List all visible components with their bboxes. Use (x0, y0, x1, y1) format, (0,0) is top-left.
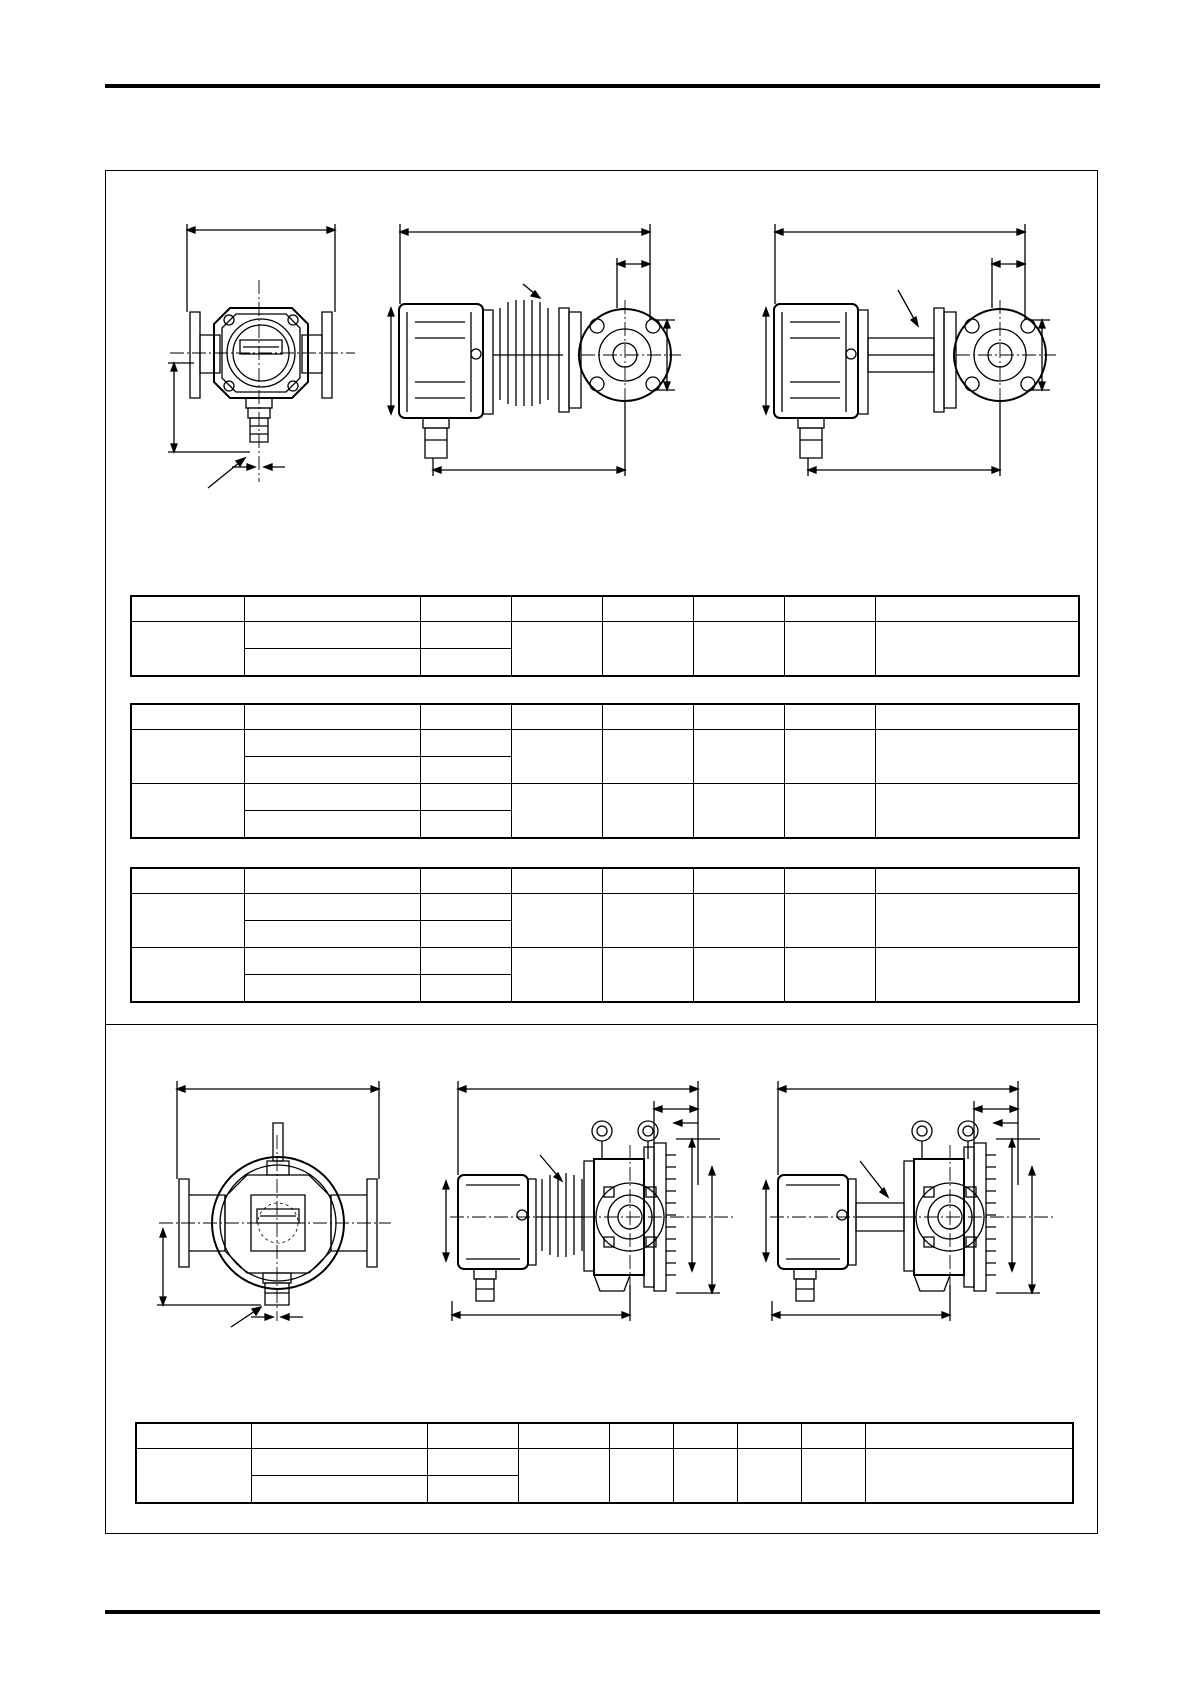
table-cell (609, 1449, 673, 1504)
table-cell (244, 649, 420, 677)
table-cell (602, 596, 693, 622)
table-cell (420, 948, 511, 975)
table-cell (693, 596, 784, 622)
table-cell (511, 894, 602, 948)
table-cell (602, 894, 693, 948)
table-cell (609, 1423, 673, 1449)
table-cell (875, 784, 1079, 839)
table-cell (131, 730, 244, 784)
spec-table-1 (130, 595, 1080, 677)
table-cell (511, 596, 602, 622)
table-cell (511, 868, 602, 894)
spec-table-2 (130, 703, 1080, 839)
table-cell (602, 868, 693, 894)
table-cell (693, 948, 784, 1003)
table-cell (801, 1423, 865, 1449)
table-cell (801, 1449, 865, 1504)
table-cell (602, 730, 693, 784)
table-cell (865, 1449, 1073, 1504)
table-cell (427, 1423, 518, 1449)
table-cell (420, 921, 511, 948)
table-row (131, 730, 1079, 757)
table-cell (420, 649, 511, 677)
table-cell (784, 622, 875, 677)
table-cell (784, 784, 875, 839)
lower-front-view-drawing (155, 1075, 395, 1325)
table-cell (875, 730, 1079, 784)
table-cell (131, 596, 244, 622)
table-cell (875, 704, 1079, 730)
spec-table-4 (135, 1422, 1074, 1504)
table-cell (420, 730, 511, 757)
table-cell (673, 1423, 737, 1449)
table-cell (602, 784, 693, 839)
table-cell (784, 730, 875, 784)
table-cell (518, 1423, 609, 1449)
table-row (131, 894, 1079, 921)
table-cell (875, 868, 1079, 894)
table-cell (875, 596, 1079, 622)
table-cell (244, 921, 420, 948)
table-cell (784, 868, 875, 894)
table-cell (693, 868, 784, 894)
table-cell (602, 948, 693, 1003)
table-cell (251, 1476, 427, 1504)
upper-side-view-extended-drawing (760, 220, 1060, 480)
table-cell (602, 622, 693, 677)
table-cell (518, 1449, 609, 1504)
table-cell (131, 948, 244, 1003)
table-cell (251, 1449, 427, 1476)
table-cell (875, 948, 1079, 1003)
table-cell (131, 622, 244, 677)
table-cell (875, 894, 1079, 948)
table-cell (244, 784, 420, 811)
table-cell (875, 622, 1079, 677)
section-divider (105, 1024, 1098, 1025)
table-cell (244, 811, 420, 839)
table-cell (131, 704, 244, 730)
lower-side-view-finned-drawing (430, 1075, 740, 1335)
table-cell (511, 948, 602, 1003)
table-cell (420, 868, 511, 894)
table-cell (420, 596, 511, 622)
table-header-row (136, 1423, 1073, 1449)
table-header-row (131, 868, 1079, 894)
table-cell (131, 894, 244, 948)
table-header-row (131, 596, 1079, 622)
table-row (136, 1449, 1073, 1476)
upper-side-view-finned-drawing (385, 220, 685, 480)
table-cell (511, 784, 602, 839)
table-cell (251, 1423, 427, 1449)
table-header-row (131, 704, 1079, 730)
table-cell (244, 948, 420, 975)
table-cell (420, 704, 511, 730)
table-cell (693, 704, 784, 730)
table-cell (737, 1449, 801, 1504)
table-cell (693, 730, 784, 784)
table-cell (420, 757, 511, 784)
table-cell (420, 784, 511, 811)
table-cell (511, 704, 602, 730)
table-cell (244, 975, 420, 1003)
bottom-rule (105, 1610, 1100, 1614)
table-cell (131, 868, 244, 894)
table-cell (244, 622, 420, 649)
spec-table-3 (130, 867, 1080, 1003)
table-cell (244, 596, 420, 622)
table-row (131, 622, 1079, 649)
table-cell (136, 1423, 251, 1449)
table-cell (420, 811, 511, 839)
table-cell (244, 704, 420, 730)
table-cell (602, 704, 693, 730)
table-cell (244, 868, 420, 894)
top-rule (105, 84, 1100, 88)
table-cell (673, 1449, 737, 1504)
table-cell (427, 1476, 518, 1504)
table-cell (427, 1449, 518, 1476)
table-cell (784, 704, 875, 730)
table-cell (244, 757, 420, 784)
upper-front-view-drawing (160, 220, 360, 490)
table-cell (693, 622, 784, 677)
table-cell (511, 730, 602, 784)
table-row (131, 948, 1079, 975)
table-cell (420, 894, 511, 921)
table-cell (511, 622, 602, 677)
table-cell (865, 1423, 1073, 1449)
table-cell (784, 948, 875, 1003)
table-row (131, 784, 1079, 811)
table-cell (136, 1449, 251, 1504)
table-cell (244, 894, 420, 921)
table-cell (244, 730, 420, 757)
table-cell (737, 1423, 801, 1449)
table-cell (131, 784, 244, 839)
table-cell (784, 894, 875, 948)
table-cell (693, 784, 784, 839)
table-cell (420, 975, 511, 1003)
table-cell (784, 596, 875, 622)
lower-side-view-extended-drawing (750, 1075, 1060, 1335)
table-cell (420, 622, 511, 649)
table-cell (693, 894, 784, 948)
